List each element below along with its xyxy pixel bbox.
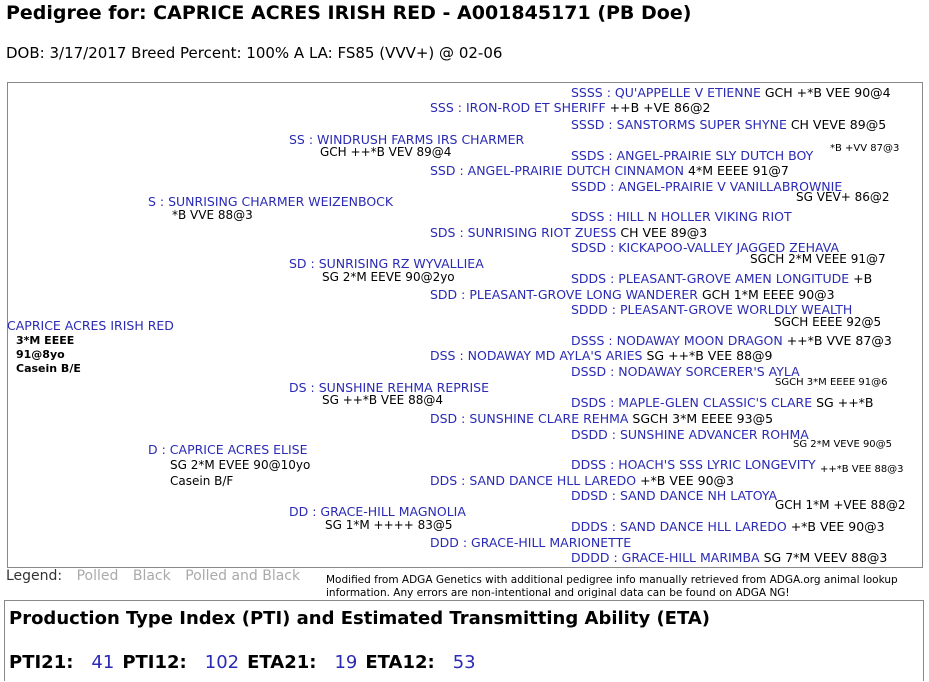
ddss-row (571, 458, 816, 472)
dsds-value: SG ++*B (816, 395, 874, 410)
sdss-label[interactable]: SDSS : HILL N HOLLER VIKING RIOT (571, 209, 792, 224)
ssdd-label[interactable]: SSDD : ANGEL-PRAIRIE V VANILLABROWNIE (571, 179, 843, 194)
sssd-value: CH VEVE 89@5 (790, 117, 887, 132)
sds-row (430, 226, 707, 240)
dsdd-value: SG 2*M VEVE 90@5 (793, 439, 893, 450)
pti12-label: PTI12: (122, 652, 187, 673)
dss-label[interactable]: DSS : NODAWAY MD AYLA'S ARIES (430, 348, 643, 363)
ddss-label[interactable]: DDSS : HOACH'S SSS LYRIC LONGEVITY (571, 457, 816, 472)
sss-row (430, 101, 710, 115)
dob-line: DOB: 3/17/2017 Breed Percent: 100% A LA: FS85 (VVV+) @ 02-06 (6, 44, 503, 62)
animal-line2: 91@8yo (16, 348, 65, 361)
dss-value: SG ++*B VEE 88@9 (646, 348, 773, 363)
eta12-label: ETA12: (365, 652, 435, 673)
dddd-label[interactable]: DDDD : GRACE-HILL MARIMBA (571, 550, 760, 565)
sire-label[interactable]: S : SUNRISING CHARMER WEIZENBOCK (148, 194, 394, 209)
dsdd-row (571, 428, 809, 442)
ss-sub: GCH ++*B VEV 89@4 (320, 145, 452, 159)
dsss-row (571, 334, 892, 348)
animal-line1: 3*M EEEE (16, 334, 75, 347)
dsd-label[interactable]: DSD : SUNSHINE CLARE REHMA (430, 411, 629, 426)
page-title: Pedigree for: CAPRICE ACRES IRISH RED - A001845171 (PB Doe) (6, 2, 692, 24)
sdd-row (430, 288, 835, 302)
dsd-value: SGCH 3*M EEEE 93@5 (632, 411, 774, 426)
animal-line3: Casein B/E (16, 362, 81, 375)
pti12-value: 102 (204, 652, 240, 673)
sddd-label[interactable]: SDDD : PLEASANT-GROVE WORLDLY WEALTH (571, 302, 853, 317)
sss-label[interactable]: SSS : IRON-ROD ET SHERIFF (430, 100, 606, 115)
ddds-value: +*B VEE 90@3 (790, 519, 885, 534)
legend (6, 568, 310, 584)
ddsd-value: GCH 1*M +VEE 88@2 (775, 498, 906, 512)
dddd-row (571, 551, 887, 565)
pti21-value: 41 (91, 652, 115, 673)
eta12-value: 53 (452, 652, 476, 673)
sssd-label[interactable]: SSSD : SANSTORMS SUPER SHYNE (571, 117, 787, 132)
dssd-label[interactable]: DSSD : NODAWAY SORCERER'S AYLA (571, 364, 800, 379)
dsds-label[interactable]: DSDS : MAPLE-GLEN CLASSIC'S CLARE (571, 395, 813, 410)
dddd-value: SG 7*M VEEV 88@3 (763, 550, 888, 565)
sds-label[interactable]: SDS : SUNRISING RIOT ZUESS (430, 225, 617, 240)
sdsd-value: SGCH 2*M VEEE 91@7 (750, 252, 886, 266)
pti-row (9, 652, 484, 673)
sdds-row (571, 272, 872, 286)
dsss-label[interactable]: DSSS : NODAWAY MOON DRAGON (571, 333, 783, 348)
dsss-value: ++*B VVE 87@3 (786, 333, 892, 348)
sdds-value: +B (853, 271, 873, 286)
ssds-row (571, 149, 813, 163)
ds-sub: SG ++*B VEE 88@4 (322, 393, 443, 407)
dsdd-label[interactable]: DSDD : SUNSHINE ADVANCER ROHMA (571, 427, 809, 442)
ssd-label[interactable]: SSD : ANGEL-PRAIRIE DUTCH CINNAMON (430, 163, 685, 178)
sssd-row (571, 118, 886, 132)
ssds-value: *B +VV 87@3 (830, 143, 900, 154)
ss-label[interactable]: SS : WINDRUSH FARMS IRS CHARMER (289, 132, 525, 147)
dd-label[interactable]: DD : GRACE-HILL MAGNOLIA (289, 504, 466, 519)
ddds-row (571, 520, 885, 534)
dsd-row (430, 412, 773, 426)
sdss-row (571, 210, 792, 224)
ddsd-row (571, 489, 777, 503)
ssds-label[interactable]: SSDS : ANGEL-PRAIRIE SLY DUTCH BOY (571, 148, 814, 163)
animal-name: CAPRICE ACRES IRISH RED (7, 318, 174, 333)
sdd-label[interactable]: SDD : PLEASANT-GROVE LONG WANDERER (430, 287, 698, 302)
eta21-value: 19 (334, 652, 358, 673)
dds-value: +*B VEE 90@3 (640, 473, 735, 488)
pti21-label: PTI21: (9, 652, 74, 673)
legend-polled-and-black: Polled and Black (185, 568, 301, 584)
legend-polled: Polled (76, 568, 119, 584)
pti-title: Production Type Index (PTI) and Estimated Transmitting Ability (ETA) (9, 608, 711, 629)
sss-value: ++B +VE 86@2 (609, 100, 711, 115)
ddss-value: ++*B VEE 88@3 (820, 464, 904, 475)
sd-sub: SG 2*M EEVE 90@2yo (322, 270, 455, 284)
sdsd-label[interactable]: SDSD : KICKAPOO-VALLEY JAGGED ZEHAVA (571, 240, 840, 255)
ds-label[interactable]: DS : SUNSHINE REHMA REPRISE (289, 380, 490, 395)
ssss-value: GCH +*B VEE 90@4 (764, 85, 891, 100)
ssdd-value: SG VEV+ 86@2 (796, 190, 890, 204)
ssd-row (430, 164, 789, 178)
dss-row (430, 349, 773, 363)
ddds-label[interactable]: DDDS : SAND DANCE HLL LAREDO (571, 519, 787, 534)
dam-sub2: Casein B/F (170, 474, 234, 488)
ssd-value: 4*M EEEE 91@7 (688, 163, 789, 178)
eta21-label: ETA21: (247, 652, 317, 673)
ssss-label[interactable]: SSSS : QU'APPELLE V ETIENNE (571, 85, 761, 100)
dsds-row (571, 396, 874, 410)
legend-note: Modified from ADGA Genetics with additional pedigree info manually retrieved from ADGA.org animal lookup information. Any errors are non-intentional and original data can be found on ADGA NG! (326, 574, 898, 599)
sdds-label[interactable]: SDDS : PLEASANT-GROVE AMEN LONGITUDE (571, 271, 850, 286)
sd-label[interactable]: SD : SUNRISING RZ WYVALLIEA (289, 256, 484, 271)
dssd-value: SGCH 3*M EEEE 91@6 (775, 377, 888, 388)
dam-label[interactable]: D : CAPRICE ACRES ELISE (148, 442, 308, 457)
ddd-row (430, 536, 631, 550)
sdd-value: GCH 1*M EEEE 90@3 (701, 287, 835, 302)
sds-value: CH VEE 89@3 (620, 225, 708, 240)
ssss-row (571, 86, 891, 100)
legend-label: Legend: (6, 568, 63, 584)
dssd-row (571, 365, 800, 379)
ddd-label[interactable]: DDD : GRACE-HILL MARIONETTE (430, 535, 632, 550)
dds-label[interactable]: DDS : SAND DANCE HLL LAREDO (430, 473, 637, 488)
ddsd-label[interactable]: DDSD : SAND DANCE NH LATOYA (571, 488, 778, 503)
sddd-value: SGCH EEEE 92@5 (774, 315, 882, 329)
dam-sub: SG 2*M EVEE 90@10yo (170, 458, 311, 472)
legend-black: Black (132, 568, 171, 584)
dd-sub: SG 1*M ++++ 83@5 (325, 518, 453, 532)
sire-sub: *B VVE 88@3 (172, 208, 253, 222)
dds-row (430, 474, 734, 488)
